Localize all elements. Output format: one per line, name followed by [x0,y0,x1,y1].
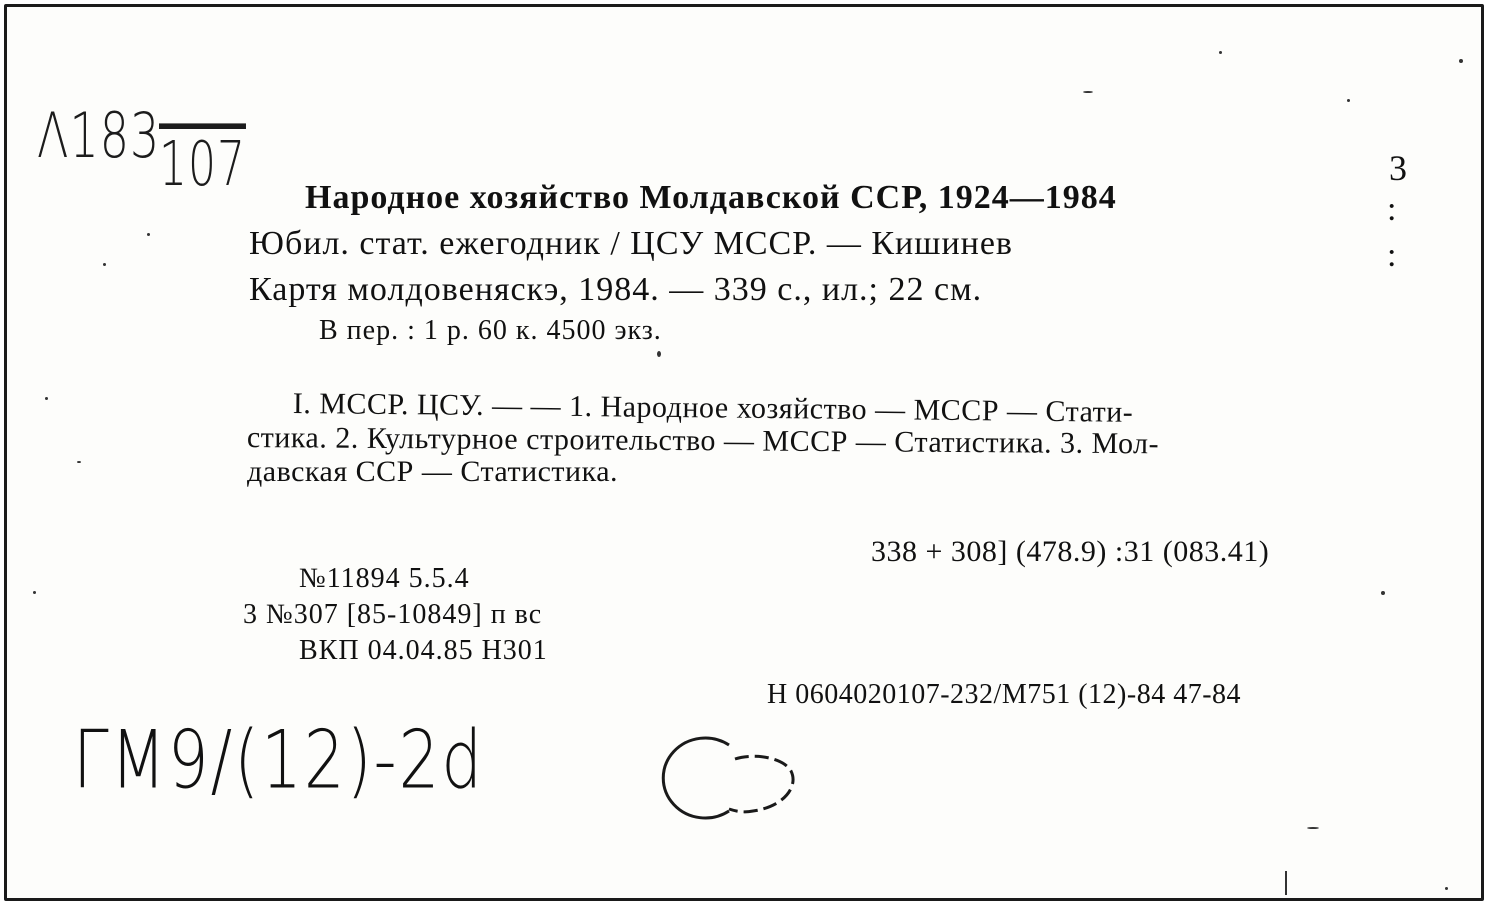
udc-classification: 338 + 308] (478.9) :31 (083.41) [871,535,1270,568]
speck [1445,887,1448,890]
subject-line: стика. 2. Культурное строительство — МССР — Статистика. 3. Мол- [246,421,1160,461]
subject-line: давская ССР — Статистика. [247,455,619,488]
speck [1381,591,1385,595]
speck [77,461,81,463]
speck [1347,99,1350,102]
speck [45,397,48,400]
price-line: В пер. : 1 р. 60 к. 4500 экз. [319,315,662,346]
speck [657,351,661,357]
speck [147,233,150,236]
subject-line: I. МССР. ЦСУ. — — 1. Народное хозяйство — МССР — Стати- [292,387,1134,429]
handwritten-call-number: Λ183 [37,99,161,172]
speck [103,263,106,266]
title-line: Народное хозяйство Молдавской ССР, 1924—1984 [305,179,1117,216]
technical-line: ВКП 04.04.85 Н301 [299,635,548,666]
catalog-card [4,4,1484,901]
technical-line: 3 №307 [85-10849] п вс [243,599,543,630]
title-colon: : [1387,191,1397,228]
speck [1083,91,1093,93]
index-line: Н 0604020107-232/М751 (12)-84 47-84 [767,679,1242,710]
speck [1459,59,1463,63]
subtitle-line: Юбил. стат. ежегодник / ЦСУ МССР. — Кишинев [249,225,1013,262]
speck [1219,51,1222,54]
speck [1285,871,1287,895]
technical-line: №11894 5.5.4 [299,563,470,594]
handwritten-shelf-mark: ГМ9/(12)-2d [73,715,484,808]
speck [1307,827,1319,829]
imprint-line: Картя молдовеняскэ, 1984. — 339 с., ил.; 22 см. [249,271,983,308]
speck [33,591,36,594]
handwritten-call-number-suffix: 107 [159,129,246,201]
library-stamp-icon [643,731,813,831]
subtitle-colon: : [1387,237,1397,274]
card-number: 3 [1389,148,1407,188]
